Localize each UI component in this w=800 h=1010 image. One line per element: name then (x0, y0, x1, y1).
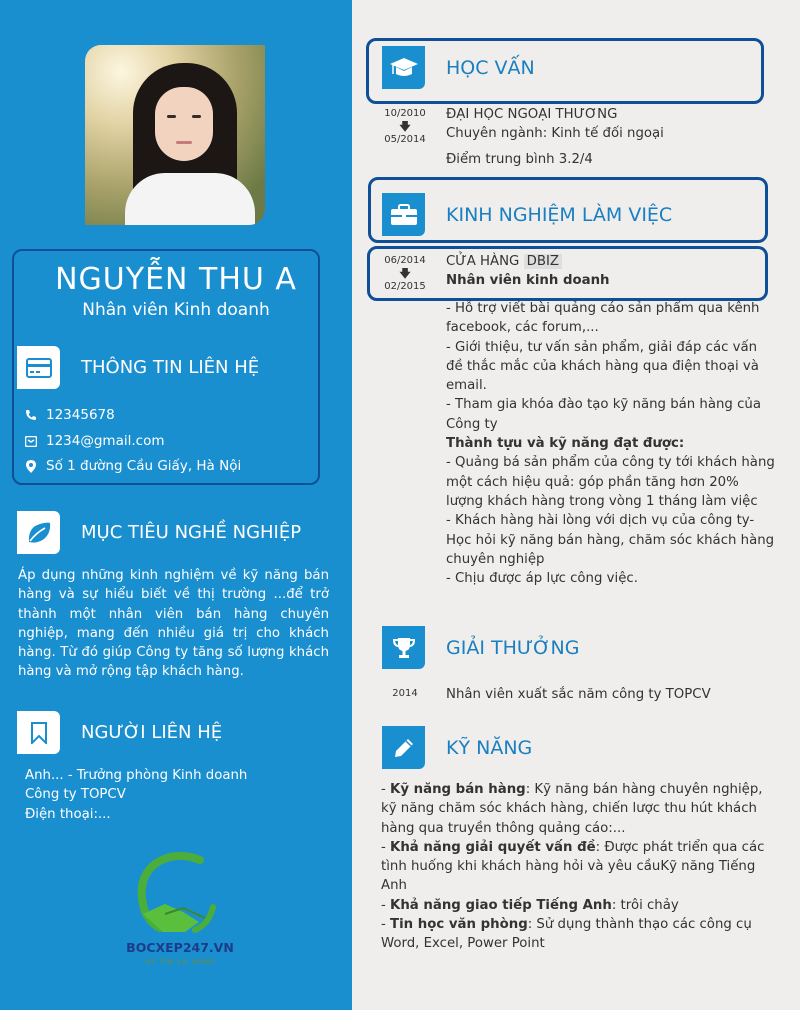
contact-section-title: THÔNG TIN LIÊN HỆ (81, 357, 260, 378)
phone-icon (24, 408, 38, 422)
education-start-date: 10/2010 (384, 108, 426, 119)
skill-item: - Tin học văn phòng: Sử dụng thành thạo các công cụ Word, Excel, Power Point (381, 917, 752, 952)
candidate-role: Nhân viên Kinh doanh (82, 300, 270, 320)
duty-item: - Giới thiệu, tư vấn sản phẩm, giải đáp các vấn đề thắc mắc của khách hàng qua điện thoại và email. (446, 339, 759, 394)
award-text: Nhân viên xuất sắc năm công ty TOPCV (446, 687, 711, 702)
skill-item: - Khả năng giao tiếp Tiếng Anh: trôi chảy (381, 897, 679, 913)
skill-item: - Khả năng giải quyết vấn đề: Được phát triển qua các tình huống khi khách hàng hỏi và yêu cầuKỹ năng Tiếng Anh (381, 839, 765, 894)
skills-section-title: KỸ NĂNG (446, 737, 533, 759)
arrow-down-icon: 🡇 (399, 267, 411, 280)
duty-item: - Hỗ trợ viết bài quảng cáo sản phẩm qua kênh facebook, các forum,... (446, 301, 760, 336)
award-year: 2014 (392, 688, 418, 699)
graduation-cap-icon (382, 46, 425, 89)
education-dates (380, 107, 430, 147)
contact-address (24, 458, 241, 474)
email-icon (24, 434, 38, 448)
job-title-block (446, 252, 610, 291)
leaf-icon (17, 511, 60, 554)
job-start-date: 06/2014 (384, 255, 426, 266)
referee-line: Công ty TOPCV (25, 787, 126, 803)
education-details (446, 105, 664, 169)
duty-item: - Tham gia khóa đào tạo kỹ năng bán hàng của Công ty (446, 397, 761, 432)
job-duties (446, 299, 776, 588)
awards-section-title: GIẢI THƯỞNG (446, 637, 580, 659)
candidate-name: NGUYỄN THU A (55, 262, 297, 297)
achievement-item: - Chịu được áp lực công việc. (446, 571, 638, 587)
job-dates (380, 254, 430, 294)
address-text: Số 1 đường Cầu Giấy, Hà Nội (46, 458, 242, 474)
company-name: CỬA HÀNG DBIZ (446, 252, 610, 271)
objective-section-title: MỤC TIÊU NGHỀ NGHIỆP (81, 522, 302, 543)
achievement-item: - Khách hàng hài lòng với dịch vụ của công ty- Học hỏi kỹ năng bán hàng, chăm sóc khách hàng chuyên nghiệp (446, 513, 775, 567)
major: Chuyên ngành: Kinh tế đối ngoại (446, 126, 664, 142)
achievement-item: - Quảng bá sản phẩm của công ty tới khách hàng một cách hiệu quả: góp phần tăng hơn 20% lượng khách hàng trong vòng 1 tháng làm việc (446, 455, 775, 509)
profile-photo (85, 45, 265, 225)
briefcase-icon (382, 193, 425, 236)
phone-text: 12345678 (46, 407, 115, 423)
job-end-date: 02/2015 (384, 281, 426, 292)
referee-line: Anh... - Trưởng phòng Kinh doanh (25, 768, 248, 783)
gpa: Điểm trung bình 3.2/4 (446, 151, 593, 167)
education-section-title: HỌC VẤN (446, 57, 535, 79)
logo-slogan: UY TÍN LÀ VÀNG (144, 958, 216, 966)
experience-section-title: KINH NGHIỆM LÀM VIỆC (446, 204, 673, 226)
skill-item: - Kỹ năng bán hàng: Kỹ năng bán hàng chuyên nghiệp, kỹ năng chăm sóc khách hàng, chiến lược thu hút khách hàng qua truyền thông quảng cáo:... (381, 782, 763, 836)
education-end-date: 05/2014 (384, 134, 426, 145)
trophy-icon (382, 626, 425, 669)
arrow-down-icon: 🡇 (399, 120, 411, 133)
school-name: ĐẠI HỌC NGOẠI THƯƠNG (446, 107, 618, 122)
skills-list (381, 780, 776, 954)
education-header-frame (366, 38, 764, 104)
referee-info (25, 766, 247, 824)
objective-text: Áp dụng những kinh nghiệm về kỹ năng bán hàng và sự hiểu biết về thị trường ...để trở thành một nhân viên bán hàng chuyên nghiệp, mang đến nhiều giá trị cho khách hàng. Từ đó giúp Công ty tăng số lượng khách hàng và mở rộng tập khách hàng. (18, 568, 329, 680)
achievements-title: Thành tựu và kỹ năng đạt được: (446, 436, 685, 452)
job-position: Nhân viên kinh doanh (446, 273, 610, 289)
contact-email (24, 433, 164, 449)
referee-section-title: NGƯỜI LIÊN HỆ (81, 722, 223, 743)
logo-wordmark: BOCXEP247.VN (126, 940, 234, 955)
pencil-icon (382, 726, 425, 769)
contact-phone (24, 407, 115, 423)
bookmark-icon (17, 711, 60, 754)
email-text[interactable]: 1234@gmail.com (46, 433, 165, 449)
id-card-icon (17, 346, 60, 389)
referee-line: Điện thoại:... (25, 806, 111, 822)
location-pin-icon (24, 459, 38, 473)
